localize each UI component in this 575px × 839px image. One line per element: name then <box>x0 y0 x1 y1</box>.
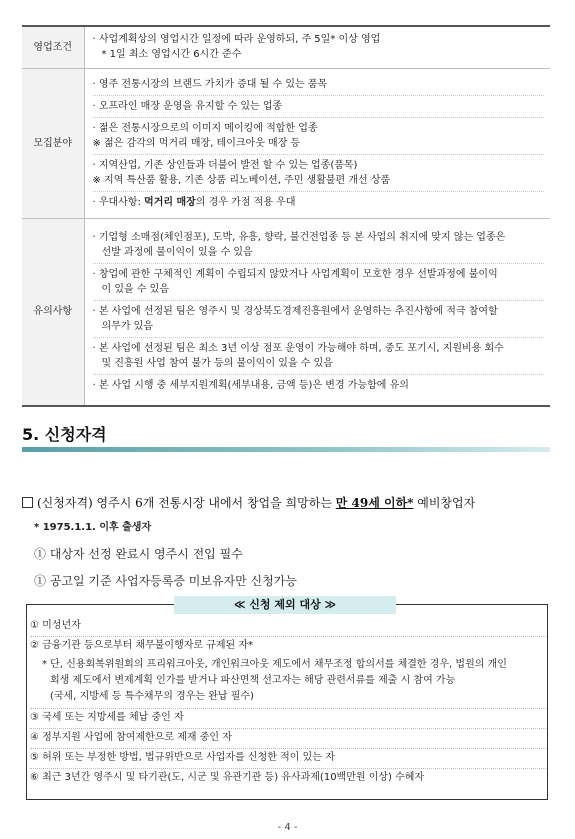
line-text: · 오프라인 매장 운영을 유지할 수 있는 업종 <box>92 100 283 112</box>
line-text: · 영주 전통시장의 브랜드 가치가 증대 될 수 있는 품목 <box>92 78 328 90</box>
line-sub: ※ 지역 특산품 활용, 기존 상품 리노베이션, 주민 생활불편 개선 상품 <box>92 174 391 186</box>
exclusion-note <box>30 656 546 709</box>
note-line: (국세, 지방세 등 특수채무의 경우는 완납 필수) <box>50 691 254 702</box>
line-sub: * 1일 최소 영업시간 6시간 준수 <box>101 49 242 61</box>
checkbox-square-icon <box>22 497 33 508</box>
note-line: 회생 제도에서 변제계획 인가를 받거나 파산면책 선고자는 해당 관련서류를 제출 시 참여 가능 <box>50 675 456 686</box>
eligibility-emphasis: 만 49세 이하* <box>335 496 414 510</box>
line-text-post: 의 경우 가점 적용 우대 <box>195 196 296 208</box>
birth-note: * 1975.1.1. 이후 출생자 <box>34 522 152 533</box>
list-item: ⑤ 허위 또는 부정한 방법, 법규위반으로 사업자를 신청한 적이 있는 자 <box>30 749 546 769</box>
line-sub: ※ 젊은 감각의 먹거리 매장, 테이크아웃 매장 등 <box>92 137 301 149</box>
row-label: 모집분야 <box>22 68 84 218</box>
info-table <box>22 25 550 407</box>
line-sub: 이 있을 수 있음 <box>101 284 169 296</box>
line-sub: 선발 과정에 불이익이 있을 수 있음 <box>101 247 253 259</box>
line-text: · 본 사업에 선정된 팀은 영주시 및 경상북도경제진흥원에서 운영하는 추진사항에 적극 참여할 <box>92 306 498 318</box>
line-text: · 지역산업, 기존 상인들과 더불어 발전 할 수 있는 업종(품목) <box>92 159 358 171</box>
row-content <box>84 68 550 218</box>
line-text: · 젊은 전통시장으로의 이미지 메이킹에 적합한 업종 <box>92 122 318 134</box>
exclusion-list <box>30 617 546 788</box>
list-item: ① 미성년자 <box>30 617 546 637</box>
line-text: · 본 사업 시행 중 세부지원계획(세부내용, 금액 등)은 변경 가능함에 유의 <box>92 380 409 392</box>
line-text: · 본 사업에 선정된 팀은 최소 3년 이상 점포 운영이 가능해야 하며, 중도 포기시, 지원비용 회수 <box>92 343 504 355</box>
section-title: 5. 신청자격 <box>22 425 107 444</box>
line-sub: 의무가 있음 <box>101 321 153 333</box>
eligibility-prefix: (신청자격) <box>37 496 93 510</box>
row-content <box>84 218 550 406</box>
list-item: ④ 정부지원 사업에 참여제한으로 제재 중인 자 <box>30 729 546 749</box>
line-text-bold: 먹거리 매장 <box>144 196 196 208</box>
line-text-pre: · 우대사항: <box>92 196 145 208</box>
table-row <box>22 68 550 218</box>
line-sub: 및 진흥원 사업 참여 불가 등의 불이익이 있을 수 있음 <box>101 358 333 370</box>
row-content <box>84 26 550 68</box>
eligibility-body: 영주시 6개 전통시장 내에서 창업을 희망하는 <box>92 496 336 510</box>
line-text: · 기업형 소매점(체인점포), 도박, 유흥, 향락, 불건전업종 등 본 사업의 취지에 맞지 않는 업종은 <box>92 232 506 244</box>
section-divider <box>22 447 550 452</box>
list-item: ③ 국세 또는 지방세를 체납 중인 자 <box>30 709 546 729</box>
row-label: 유의사항 <box>22 218 84 406</box>
line-text: · 창업에 관한 구체적인 계획이 수립되지 않았거나 사업계획이 모호한 경우 선발과정에 불이익 <box>92 269 498 281</box>
line-text: · 사업계획상의 영업시간 일정에 따라 운영하되, 주 5일* 이상 영업 <box>92 34 381 46</box>
condition-residency: ① 대상자 선정 완료시 영주시 전입 필수 <box>34 547 243 561</box>
row-label: 영업조건 <box>22 26 84 68</box>
page-number: - 4 - <box>277 822 298 833</box>
table-row <box>22 26 550 68</box>
note-line: * 단, 신용회복위원회의 프리워크아웃, 개인워크아웃 제도에서 채무조정 합의서를 체결한 경우, 법원의 개인 <box>42 659 507 670</box>
table-row <box>22 218 550 406</box>
list-item: ⑥ 최근 3년간 영주시 및 타기관(도, 시군 및 유관기관 등) 유사과제(10백만원 이상) 수혜자 <box>30 772 425 783</box>
list-item: ② 금융기관 등으로부터 채무불이행자로 규제된 자* <box>30 640 254 651</box>
condition-registration: ① 공고일 기준 사업자등록증 미보유자만 신청가능 <box>34 574 297 588</box>
eligibility-paragraph <box>22 494 552 511</box>
eligibility-suffix: 예비창업자 <box>413 496 476 510</box>
exclusion-title: ≪ 신청 제외 대상 ≫ <box>174 596 396 614</box>
